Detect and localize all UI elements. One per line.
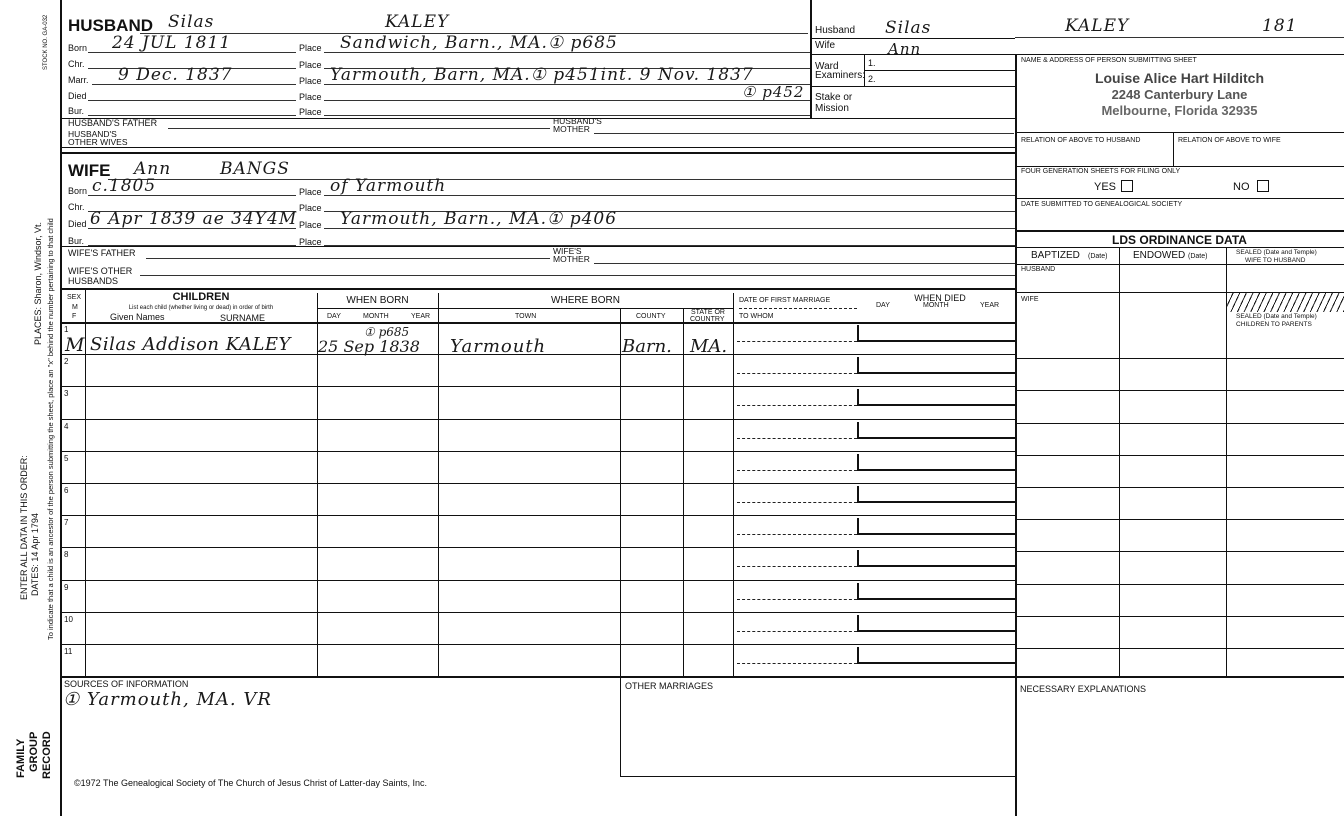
child-row-divider	[60, 580, 1015, 581]
husband-chr-place-label: Place	[299, 60, 322, 70]
husband-bur-label: Bur.	[68, 106, 85, 116]
relation-to-husband-label: RELATION OF ABOVE TO HUSBAND	[1021, 137, 1141, 144]
when-died-field[interactable]	[857, 550, 1015, 567]
endowed-date-note: (Date)	[1188, 253, 1208, 260]
child-row-divider	[60, 547, 1015, 548]
yes-checkbox[interactable]	[1121, 180, 1133, 192]
child-row-number: 3	[64, 389, 69, 398]
when-died-field[interactable]	[857, 422, 1015, 439]
wife-bur-place-label: Place	[299, 237, 322, 247]
col-when-died: WHEN DIED	[914, 293, 966, 303]
when-died-field[interactable]	[857, 518, 1015, 535]
husband-marr-place-label: Place	[299, 76, 322, 86]
col-first-marriage: DATE OF FIRST MARRIAGE	[739, 297, 831, 304]
necessary-explanations-label: NECESSARY EXPLANATIONS	[1020, 684, 1147, 694]
husbands-other-wives-label-2: OTHER WIVES	[68, 137, 128, 147]
child-row-number: 11	[64, 647, 73, 656]
relation-to-wife-label: RELATION OF ABOVE TO WIFE	[1178, 137, 1281, 144]
husband-born-place[interactable]: Sandwich, Barn., MA.① p685	[340, 33, 618, 53]
col-given-names: Given Names	[110, 312, 165, 322]
husband-born-label: Born	[68, 43, 88, 53]
wifes-other-husbands-label-1: WIFE'S OTHER	[68, 266, 133, 276]
husband-marr-place[interactable]: Yarmouth, Barn, MA.① p451int. 9 Nov. 1837	[330, 65, 754, 85]
lds-row-divider	[1015, 648, 1344, 649]
date-submitted-label: DATE SUBMITTED TO GENEALOGICAL SOCIETY	[1021, 201, 1183, 208]
enter-order-note: ENTER ALL DATA IN THIS ORDER:	[19, 455, 29, 600]
child-row-number: 7	[64, 518, 69, 527]
child-row-number: 8	[64, 550, 69, 559]
husband-died-label: Died	[68, 91, 87, 101]
examiner-1: 1.	[868, 58, 876, 68]
first-marriage-line	[737, 470, 857, 471]
wife-born-date[interactable]: c.1805	[92, 176, 157, 196]
husband-marr-place-cont[interactable]: ① p452	[742, 83, 805, 101]
sheet-number[interactable]: 181	[1262, 16, 1298, 36]
no-label: NO	[1233, 181, 1250, 193]
child-1-town[interactable]: Yarmouth	[450, 336, 547, 357]
husband-bur-place-label: Place	[299, 107, 322, 117]
col-born-year: YEAR	[411, 313, 431, 320]
wife-heading: WIFE	[68, 161, 111, 180]
husband-heading: HUSBAND	[68, 16, 153, 35]
when-died-field[interactable]	[857, 647, 1015, 664]
ref-husband-given[interactable]: Silas	[885, 18, 932, 38]
lds-row-divider	[1015, 519, 1344, 520]
submitter-street: 2248 Canterbury Lane	[1111, 87, 1248, 102]
child-row-number: 6	[64, 486, 69, 495]
col-when-born: WHEN BORN	[346, 295, 409, 306]
husband-chr-label: Chr.	[68, 59, 85, 69]
sealed-wife-label-1: SEALED (Date and Temple)	[1236, 249, 1317, 256]
husbands-other-wives-label-1: HUSBAND'S	[68, 129, 117, 139]
col-to-whom: TO WHOM	[739, 313, 774, 320]
first-marriage-line	[737, 663, 857, 664]
form-title-family: FAMILY	[15, 738, 27, 778]
col-where-born: WHERE BORN	[551, 295, 620, 306]
wife-chr-label: Chr.	[68, 202, 85, 212]
first-marriage-line	[737, 502, 857, 503]
col-born-month: MONTH	[363, 313, 389, 320]
first-marriage-line	[737, 438, 857, 439]
lds-row-divider	[1015, 487, 1344, 488]
lds-wife-label: WIFE	[1021, 296, 1039, 303]
lds-row-divider	[1015, 423, 1344, 424]
col-surname: SURNAME	[220, 313, 266, 323]
first-marriage-line	[737, 373, 857, 374]
col-sex-m: M	[72, 304, 78, 311]
stake-label: Stake or	[815, 92, 853, 103]
copyright: ©1972 The Genealogical Society of The Church of Jesus Christ of Latter-day Saints, Inc.	[74, 778, 427, 788]
yes-label: YES	[1094, 181, 1117, 193]
endowed-label: ENDOWED	[1133, 250, 1186, 261]
lds-row-divider	[1015, 551, 1344, 552]
lds-row-divider	[1015, 358, 1344, 359]
child-row-divider	[60, 515, 1015, 516]
col-children-note: List each child (whether living or dead) in order of birth	[128, 305, 274, 311]
lds-row-divider	[1015, 455, 1344, 456]
husband-died-place-label: Place	[299, 92, 322, 102]
mission-label: Mission	[815, 103, 849, 114]
wife-given-name[interactable]: Ann	[134, 159, 172, 179]
ancestor-note: To indicate that a child is an ancestor of the person submitting the sheet, place an "x" behind the number pertaining to that child	[46, 218, 55, 640]
when-died-field[interactable]	[857, 615, 1015, 632]
col-died-month: MONTH	[923, 302, 949, 309]
wifes-other-husbands-label-2: HUSBANDS	[68, 276, 119, 286]
ref-husband-surname[interactable]: KALEY	[1065, 16, 1130, 36]
sources-label: SOURCES OF INFORMATION	[64, 679, 189, 689]
wife-bur-label: Bur.	[68, 236, 85, 246]
child-row-number: 5	[64, 454, 69, 463]
when-died-field[interactable]	[857, 583, 1015, 600]
first-marriage-line	[737, 405, 857, 406]
first-marriage-line	[737, 599, 857, 600]
col-town: TOWN	[515, 313, 537, 320]
child-row-divider	[60, 451, 1015, 452]
husbands-father-label: HUSBAND'S FATHER	[68, 118, 158, 128]
col-died-day: DAY	[876, 302, 890, 309]
child-1-state[interactable]: MA.	[690, 336, 728, 357]
first-marriage-line	[737, 566, 857, 567]
wife-chr-place-label: Place	[299, 203, 322, 213]
child-1-county[interactable]: Barn.	[622, 336, 672, 357]
wifes-father-label: WIFE'S FATHER	[68, 248, 136, 258]
sources-entry[interactable]: ① Yarmouth, MA. VR	[63, 689, 272, 710]
husband-born-place-label: Place	[299, 43, 322, 53]
other-marriages-label: OTHER MARRIAGES	[625, 681, 714, 691]
col-born-day: DAY	[327, 313, 341, 320]
when-died-field[interactable]	[857, 325, 1015, 342]
husband-marr-label: Marr.	[68, 75, 89, 85]
sealed-children-label-1: SEALED (Date and Temple)	[1236, 313, 1317, 320]
form-title-record: RECORD	[41, 731, 53, 779]
child-1-born[interactable]: 25 Sep 1838	[318, 337, 420, 356]
sealed-wife-label-2: WIFE TO HUSBAND	[1245, 257, 1306, 264]
child-row-divider	[60, 644, 1015, 645]
child-row-number: 4	[64, 422, 69, 431]
child-row-divider	[60, 419, 1015, 420]
child-row-divider	[60, 483, 1015, 484]
col-country: COUNTRY	[690, 316, 725, 323]
first-marriage-line	[737, 631, 857, 632]
wife-born-label: Born	[68, 186, 88, 196]
husbands-mother-label-1: HUSBAND'S	[553, 116, 602, 126]
lds-row-divider	[1015, 390, 1344, 391]
col-sex-f: F	[72, 313, 77, 320]
lds-row-divider	[1015, 616, 1344, 617]
first-marriage-line	[737, 534, 857, 535]
submitter-name: Louise Alice Hart Hilditch	[1094, 70, 1265, 86]
when-died-field[interactable]	[857, 486, 1015, 503]
ward-label: Ward	[815, 61, 839, 72]
header-divider	[810, 0, 812, 118]
col-state: STATE OR	[691, 309, 725, 316]
child-1-name[interactable]: Silas Addison KALEY	[90, 334, 291, 355]
when-died-field[interactable]	[857, 389, 1015, 406]
stock-number: STOCK NO. GA-032	[43, 14, 49, 70]
child-row-number: 10	[64, 615, 73, 624]
no-checkbox[interactable]	[1257, 180, 1269, 192]
examiner-2: 2.	[868, 74, 876, 84]
husbands-mother-label-2: MOTHER	[553, 124, 590, 134]
ref-wife-label: Wife	[815, 40, 835, 51]
col-sex: SEX	[67, 294, 82, 301]
ref-wife-given[interactable]: Ann	[888, 40, 922, 58]
child-row-number: 1	[64, 325, 69, 334]
husband-surname[interactable]: KALEY	[385, 12, 450, 32]
child-row-divider	[60, 612, 1015, 613]
wife-died-label: Died	[68, 219, 87, 229]
child-row-number: 2	[64, 357, 69, 366]
husband-given-name[interactable]: Silas	[168, 12, 215, 32]
wifes-mother-label-1: WIFE'S	[553, 246, 582, 256]
wife-died-date[interactable]: 6 Apr 1839 ae 34Y4M	[90, 209, 298, 229]
lds-title: LDS ORDINANCE DATA	[1112, 233, 1247, 247]
husband-marr-date[interactable]: 9 Dec. 1837	[118, 65, 233, 85]
lds-row-divider	[1015, 584, 1344, 585]
child-row-number: 9	[64, 583, 69, 592]
submitter-label: NAME & ADDRESS OF PERSON SUBMITTING SHEET	[1021, 57, 1197, 64]
wifes-mother-label-2: MOTHER	[553, 254, 590, 264]
wife-died-place-label: Place	[299, 220, 322, 230]
sealed-wife-hatched	[1227, 293, 1344, 312]
wife-born-place[interactable]: of Yarmouth	[330, 176, 447, 196]
child-1-born-note[interactable]: ① p685	[364, 325, 410, 339]
left-frame	[60, 0, 62, 816]
form-title-group: GROUP	[28, 731, 40, 772]
child-1-sex[interactable]: M	[65, 334, 86, 356]
first-marriage-line	[737, 341, 857, 342]
sealed-children-label-2: CHILDREN TO PARENTS	[1236, 321, 1312, 328]
col-children: CHILDREN	[172, 291, 230, 303]
col-died-year: YEAR	[980, 302, 1000, 309]
husband-born-date[interactable]: 24 JUL 1811	[112, 33, 232, 53]
lds-husband-label: HUSBAND	[1021, 266, 1056, 273]
examiners-label: Examiners:	[815, 70, 866, 81]
child-row-divider	[60, 386, 1015, 387]
when-died-field[interactable]	[857, 454, 1015, 471]
wife-surname[interactable]: BANGS	[220, 159, 290, 179]
baptized-date-note: (Date)	[1088, 253, 1108, 260]
when-died-field[interactable]	[857, 357, 1015, 374]
dates-example: DATES: 14 Apr 1794	[30, 513, 40, 596]
submitter-city: Melbourne, Florida 32935	[1101, 103, 1258, 118]
baptized-label: BAPTIZED	[1031, 250, 1080, 261]
wife-died-place[interactable]: Yarmouth, Barn., MA.① p406	[340, 209, 618, 229]
col-county: COUNTY	[636, 313, 666, 320]
ref-husband-label: Husband	[815, 25, 856, 36]
right-column-divider	[1015, 54, 1017, 816]
four-generation-label: FOUR GENERATION SHEETS FOR FILING ONLY	[1021, 168, 1181, 175]
places-example: PLACES: Sharon, Windsor, Vt.	[33, 221, 43, 345]
wife-born-place-label: Place	[299, 187, 322, 197]
